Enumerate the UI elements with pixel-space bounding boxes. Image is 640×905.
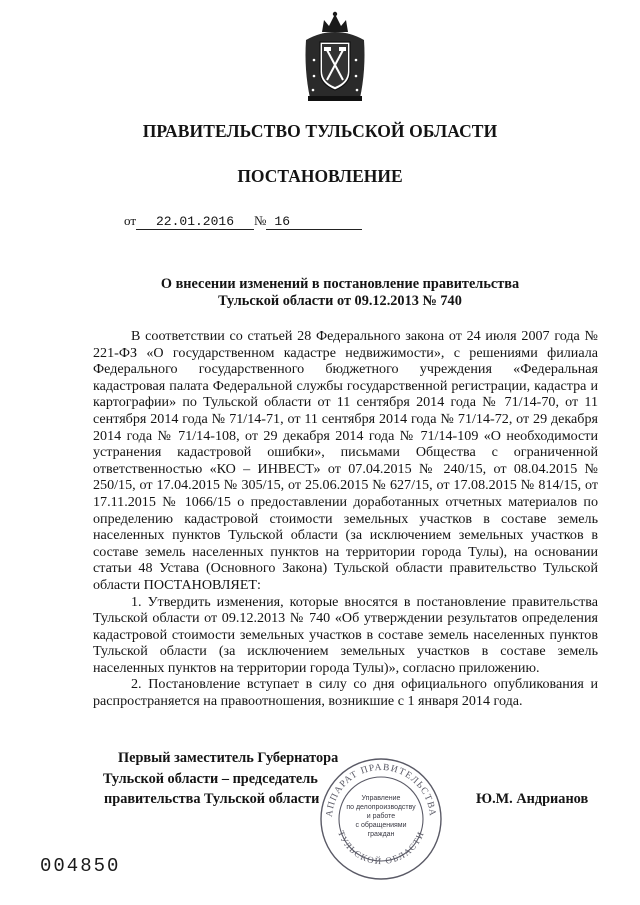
document-subject	[110, 276, 570, 310]
stamp-center-line-1: Управление	[361, 795, 401, 802]
stamp-center-line-2: по делопроизводству	[346, 804, 416, 811]
document-number: 16	[266, 214, 362, 230]
government-title: ПРАВИТЕЛЬСТВО ТУЛЬСКОЙ ОБЛАСТИ	[142, 121, 498, 141]
stamp-ring-top-text: АППАРАТ ПРАВИТЕЛЬСТВА	[324, 762, 438, 818]
official-stamp	[318, 756, 444, 882]
signer-title-line-2: Тульской области – председатель	[103, 770, 318, 787]
signer-name: Ю.М. Андрианов	[476, 791, 589, 807]
body-paragraph-item-1: 1. Утвердить изменения, которые вносятся в постановление правительства Тульской области от 09.12.2013 № 740 «Об утверждении результатов определения кадастровой стоимости земельных участков в составе земель населенных пунктов Тульской области (за исключением земельных участков в составе земель населенных пунктов на территории города Тулы)», согласно приложению.	[93, 593, 598, 676]
document-body	[93, 328, 598, 710]
stamp-center-line-5: граждан	[367, 831, 395, 838]
signer-title-line-1: Первый заместитель Губернатора	[118, 750, 339, 766]
stamp-center-line-4: с обращениями	[355, 822, 407, 829]
stamp-ring-bottom-text: ТУЛЬСКОЙ ОБЛАСТИ	[335, 829, 427, 867]
date-number-line	[124, 213, 362, 230]
body-paragraph-preamble: В соответствии со статьей 28 Федерального закона от 24 июля 2007 года № 221-ФЗ «О государственном кадастре недвижимости», с решениями филиала Федерального государственного бюджетного учреждения «Федеральная кадастровая палата Федеральной службы государственной регистрации, кадастра и картографии» по Тульской области от 11 сентября 2014 года № 71/14-70, от 11 сентября 2014 года № 71/14-71, от 11 сентября 2014 года № 71/14-72, от 29 декабря 2014 года № 71/14-108, от 29 декабря 2014 года № 71/14-109 «О необходимости устранения кадастровой ошибки», письмами Общества с ограниченной ответственностью «КО – ИНВЕСТ» от 07.04.2015 № 240/15, от 08.04.2015 № 250/15, от 17.04.2015 № 305/15, от 25.06.2015 № 627/15, от 17.08.2015 № 814/15, от 17.11.2015 № 1066/15 о предоставлении доработанных отчетных материалов по определению кадастровой стоимости земельных участков в составе земель населенных пунктов Тульской области (за исключением земельных участков в составе земель населенных пунктов на территории города Тулы), на основании статьи 48 Устава (Основного Закона) Тульской области правительство Тульской области ПОСТАНОВЛЯЕТ:	[93, 328, 598, 593]
subject-line-1: О внесении изменений в постановление правительства	[160, 276, 520, 292]
stamp-center-line-3: и работе	[366, 813, 396, 820]
registration-number: 004850	[40, 855, 121, 877]
signer-title	[103, 748, 339, 810]
subject-line-2: Тульской области от 09.12.2013 № 740	[218, 293, 462, 309]
number-label: №	[254, 213, 267, 228]
body-paragraph-item-2: 2. Постановление вступает в силу со дня официального опубликования и распространяется на правоотношения, возникшие с 1 января 2014 года.	[93, 676, 598, 710]
document-date: 22.01.2016	[136, 214, 254, 230]
date-from-label: от	[124, 213, 137, 228]
coat-of-arms-icon	[300, 10, 370, 110]
document-type-title: ПОСТАНОВЛЕНИЕ	[237, 166, 403, 186]
signer-title-line-3: правительства Тульской области	[104, 791, 320, 807]
